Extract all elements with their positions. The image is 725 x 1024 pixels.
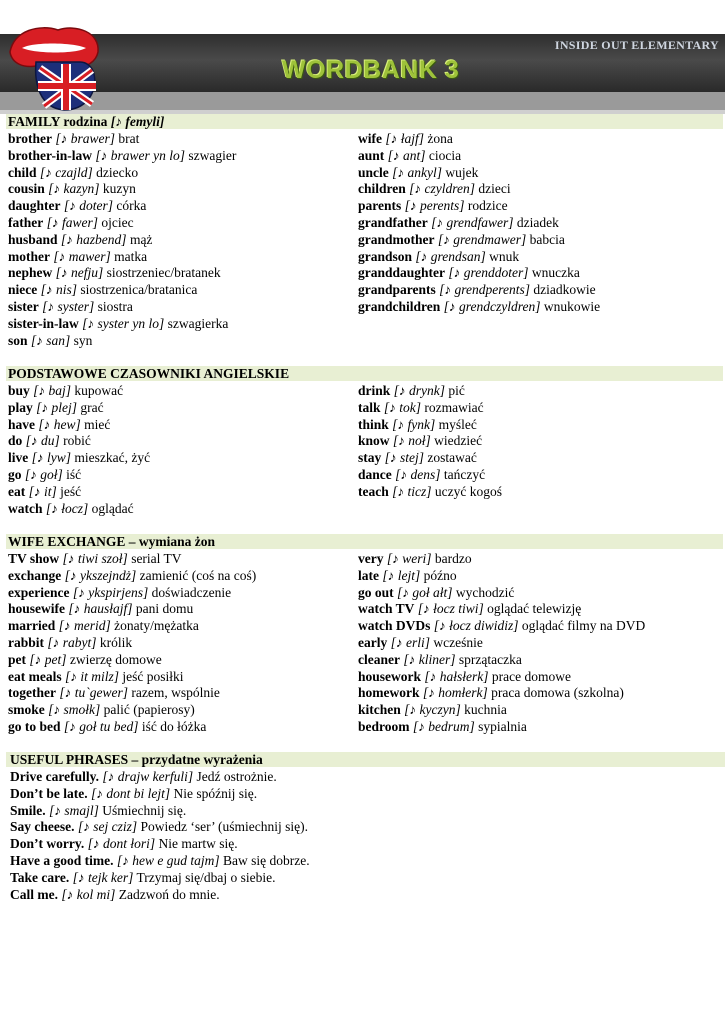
entry-phonetic: [♪ bedrum] [412,718,475,734]
entry-word: together [8,685,56,701]
vocab-entry [358,702,645,719]
vocab-entry [8,450,150,467]
heading-text: WIFE EXCHANGE – wymiana żon [8,534,216,549]
entry-word: bedroom [358,718,410,734]
entry-translation: Jedź ostrożnie. [196,769,277,784]
family-right-column [358,131,600,316]
phrases-column [10,769,310,903]
vocab-entry [8,215,236,232]
entry-phonetic: [♪ kyczyn] [404,702,461,718]
heading-text: USEFUL PHRASES – przydatne wyrażenia [10,752,263,767]
entry-phonetic: [♪ grendczyldren] [443,298,541,314]
entry-phonetic: [♪ hałsłerk] [424,668,489,684]
entry-word: dance [358,466,392,482]
vocab-entry [358,265,600,282]
entry-word: father [8,214,44,230]
vocab-entry [8,299,236,316]
entry-word: children [358,181,406,197]
vocab-entry [8,316,236,333]
entry-translation: jeść posiłki [122,668,184,684]
entry-translation: wnukowie [543,298,601,314]
entry-phonetic: [♪ tu`gewer] [59,685,128,701]
entry-translation: sprzątaczka [458,651,522,667]
entry-translation: królik [99,634,133,650]
entry-phonetic: [♪ ankyl] [392,164,443,180]
entry-phonetic: [♪ dont łori] [87,836,156,852]
entry-word: wife [358,131,382,146]
entry-translation: zamienić (coś na coś) [139,567,257,583]
entry-word: drink [358,383,391,398]
entry-word: exchange [8,567,62,583]
entry-translation: dziadkowie [533,282,596,298]
tongue-flag-logo-icon [6,22,102,114]
entry-phonetic: [♪ drajw kerfuli] [102,769,194,784]
entry-word: Call me. [10,886,58,902]
entry-word: housework [358,668,422,684]
entry-word: Take care. [10,869,70,885]
vocab-entry [358,417,502,434]
entry-phonetic: [♪ syster yn lo] [82,315,165,331]
entry-word: experience [8,584,70,600]
entry-word: pet [8,651,26,667]
entry-phonetic: [♪ lyw] [31,450,72,466]
entry-phonetic: [♪ łocz] [45,500,89,516]
vocab-entry [8,265,236,282]
vocab-entry [10,786,310,803]
entry-word: homework [358,685,420,701]
entry-word: uncle [358,164,389,180]
entry-word: mother [8,248,50,264]
entry-word: grandson [358,248,413,264]
entry-translation: rozmawiać [424,399,484,415]
vocab-entry [8,249,236,266]
entry-word: sister-in-law [8,315,79,331]
vocab-entry [8,635,256,652]
entry-phonetic: [♪ stej] [384,450,425,466]
entry-phonetic: [♪ kazyn] [48,181,100,197]
entry-word: eat [8,483,26,499]
vocab-entry [10,887,310,904]
entry-phonetic: [♪ weri] [386,551,432,566]
entry-phonetic: [♪ sej cziz] [77,819,138,835]
vocab-entry [8,165,236,182]
entry-translation: rodzice [467,198,508,214]
vocab-entry [358,669,645,686]
entry-phonetic: [♪ grenddoter] [448,265,529,281]
vocab-entry [358,467,502,484]
section-heading-wife-exchange [6,534,723,549]
entry-word: husband [8,231,58,247]
vocab-entry [8,148,236,165]
wife-exchange-right-column [358,551,645,736]
vocab-entry [358,652,645,669]
entry-phonetic: [♪ fawer] [46,214,98,230]
vocab-entry [358,551,645,568]
entry-translation: szwagierka [167,315,229,331]
entry-word: Say cheese. [10,819,75,835]
entry-translation: Baw się dobrze. [223,852,310,868]
entry-word: parents [358,198,402,214]
entry-translation: oglądać filmy na DVD [521,618,646,634]
entry-translation: Nie spóźnij się. [173,785,258,801]
entry-word: watch [8,500,43,516]
vocab-entry [8,417,150,434]
wife-exchange-left-column [8,551,256,736]
entry-word: daughter [8,198,61,214]
vocab-entry [8,131,236,148]
entry-phonetic: [♪ nis] [40,282,78,298]
family-left-column [8,131,236,349]
entry-translation: palić (papierosy) [103,702,195,718]
vocab-entry [8,181,236,198]
entry-word: granddaughter [358,265,446,281]
entry-word: talk [358,399,381,415]
entry-phonetic: [♪ kol mi] [61,886,116,902]
vocab-entry [8,433,150,450]
entry-phonetic: [♪ merid] [58,618,111,634]
vocab-entry [8,383,150,400]
entry-word: live [8,450,29,466]
entry-phonetic: [♪ grendsan] [415,248,486,264]
entry-translation: wiedzieć [434,433,483,449]
vocab-entry [358,215,600,232]
entry-translation: dziecko [96,164,139,180]
entry-phonetic: [♪ rabyt] [47,634,97,650]
entry-translation: dzieci [478,181,511,197]
entry-phonetic: [♪ ykszejndż] [64,567,137,583]
entry-phonetic: [♪ it] [28,483,57,499]
entry-translation: córka [116,198,147,214]
entry-word: smoke [8,702,45,718]
entry-translation: jeść [60,483,82,499]
entry-word: Don’t worry. [10,836,85,852]
vocab-entry [10,819,310,836]
header-stripe [0,92,725,110]
entry-translation: serial TV [131,551,182,566]
entry-phonetic: [♪ noł] [392,433,431,449]
entry-phonetic: [♪ drynk] [393,383,446,398]
course-name: INSIDE OUT ELEMENTARY [554,38,719,52]
entry-word: married [8,618,56,634]
entry-translation: brat [118,131,140,146]
entry-word: go to bed [8,718,61,734]
vocab-entry [8,501,150,518]
entry-word: brother [8,131,52,146]
entry-translation: grać [80,399,104,415]
vocab-entry [358,299,600,316]
entry-translation: siostrzeniec/bratanek [106,265,221,281]
entry-phonetic: [♪ mawer] [53,248,111,264]
entry-phonetic: [♪ ykspirjens] [72,584,149,600]
entry-word: Drive carefully. [10,769,99,784]
entry-translation: myśleć [438,416,477,432]
entry-phonetic: [♪ hazbend] [60,231,127,247]
entry-translation: doświadczenie [151,584,232,600]
entry-word: cleaner [358,651,400,667]
entry-word: buy [8,383,30,398]
vocab-entry [8,282,236,299]
entry-translation: wcześnie [433,634,483,650]
entry-translation: mąż [129,231,153,247]
vocab-entry [10,769,310,786]
heading-text: FAMILY rodzina [8,114,108,129]
entry-word: TV show [8,551,60,566]
entry-translation: oglądać [91,500,134,516]
entry-word: have [8,416,35,432]
entry-word: early [358,634,388,650]
entry-phonetic: [♪ brawer yn lo] [95,147,186,163]
entry-phonetic: [♪ hausłajf] [68,601,133,617]
vocab-entry [10,836,310,853]
entry-phonetic: [♪ dont bi lejt] [91,785,171,801]
vocab-entry [10,803,310,820]
vocab-entry [8,669,256,686]
entry-translation: oglądać telewizję [487,601,582,617]
entry-phonetic: [♪ tejk ker] [72,869,134,885]
entry-word: very [358,551,384,566]
entry-translation: Zadzwoń do mnie. [118,886,220,902]
entry-translation: mieszkać, żyć [74,450,151,466]
entry-translation: matka [114,248,148,264]
entry-translation: wnuczka [531,265,580,281]
entry-word: grandparents [358,282,436,298]
entry-word: late [358,567,379,583]
entry-word: Smile. [10,802,46,818]
entry-word: grandchildren [358,298,441,314]
entry-phonetic: [♪ tok] [383,399,422,415]
entry-phonetic: [♪ pet] [29,651,67,667]
entry-phonetic: [♪ smołk] [48,702,101,718]
heading-text: PODSTAWOWE CZASOWNIKI ANGIELSKIE [8,366,290,381]
vocab-entry [358,618,645,635]
vocab-entry [8,232,236,249]
entry-word: aunt [358,147,385,163]
vocab-entry [358,383,502,400]
entry-phonetic: [♪ czyldren] [409,181,476,197]
vocab-entry [358,181,600,198]
vocab-entry [358,400,502,417]
vocab-entry [8,467,150,484]
entry-phonetic: [♪ plej] [36,399,78,415]
vocab-entry [10,870,310,887]
entry-word: know [358,433,390,449]
entry-translation: siostra [97,298,133,314]
entry-phonetic: [♪ san] [30,332,71,348]
vocab-entry [8,484,150,501]
entry-translation: kuchnia [464,702,507,718]
entry-translation: Nie martw się. [158,836,238,852]
entry-phonetic: [♪ grendfawer] [431,214,514,230]
entry-phonetic: [♪ ticz] [392,483,432,499]
entry-word: grandfather [358,214,428,230]
verbs-right-column [358,383,502,501]
entry-word: go [8,466,22,482]
entry-word: eat meals [8,668,62,684]
entry-word: son [8,332,28,348]
vocab-entry [8,585,256,602]
entry-translation: późno [423,567,457,583]
entry-phonetic: [♪ goł] [24,466,63,482]
entry-word: play [8,399,33,415]
vocab-entry [358,685,645,702]
entry-translation: szwagier [188,147,237,163]
entry-phonetic: [♪ du] [25,433,60,449]
entry-word: Don’t be late. [10,785,88,801]
entry-word: brother-in-law [8,147,92,163]
entry-word: do [8,433,23,449]
vocab-entry [358,450,502,467]
entry-translation: wujek [445,164,479,180]
vocab-entry [8,685,256,702]
entry-translation: tańczyć [443,466,486,482]
entry-translation: ciocia [428,147,462,163]
entry-word: watch DVDs [358,618,431,634]
vocab-entry [8,333,236,350]
entry-word: watch TV [358,601,415,617]
entry-translation: iść [66,466,82,482]
entry-phonetic: [♪ homłerk] [422,685,488,701]
entry-phonetic: [♪ doter] [63,198,114,214]
entry-phonetic: [♪ hew e gud tajm] [116,852,220,868]
entry-word: child [8,164,37,180]
entry-translation: sypialnia [478,718,527,734]
entry-translation: robić [63,433,91,449]
entry-word: go out [358,584,394,600]
page-title: WORDBANK 3 [282,56,460,84]
entry-phonetic: [♪ łajf] [385,131,425,146]
entry-phonetic: [♪ grendperents] [439,282,531,298]
entry-translation: pani domu [135,601,194,617]
vocab-entry [8,198,236,215]
vocab-entry [8,719,256,736]
vocab-entry [358,198,600,215]
entry-phonetic: [♪ it milz] [64,668,119,684]
entry-translation: Powiedz ‘ser’ (uśmiechnij się). [140,819,308,835]
entry-phonetic: [♪ grendmawer] [437,231,527,247]
heading-phonetic: [♪ femyli] [110,114,165,129]
entry-translation: żonaty/mężatka [114,618,199,634]
vocab-entry [358,282,600,299]
entry-translation: razem, wspólnie [131,685,220,701]
entry-word: Have a good time. [10,852,114,868]
entry-phonetic: [♪ smajl] [49,802,99,818]
entry-word: nephew [8,265,53,281]
entry-phonetic: [♪ fynk] [392,416,436,432]
entry-word: grandmother [358,231,435,247]
entry-phonetic: [♪ syster] [42,298,95,314]
vocab-entry [358,635,645,652]
entry-translation: mieć [84,416,111,432]
entry-word: stay [358,450,382,466]
entry-phonetic: [♪ ant] [387,147,426,163]
vocab-entry [8,568,256,585]
entry-phonetic: [♪ lejt] [382,567,421,583]
entry-phonetic: [♪ baj] [33,383,72,398]
entry-translation: babcia [529,231,565,247]
vocab-entry [358,585,645,602]
vocab-entry [358,249,600,266]
vocab-entry [358,131,600,148]
vocab-entry [358,165,600,182]
entry-translation: zwierzę domowe [69,651,162,667]
entry-phonetic: [♪ brawer] [55,131,116,146]
vocab-entry [358,484,502,501]
vocab-entry [358,601,645,618]
vocab-entry [8,702,256,719]
entry-phonetic: [♪ czajld] [39,164,93,180]
entry-translation: żona [427,131,453,146]
entry-phonetic: [♪ łocz diwidiz] [433,618,519,634]
entry-phonetic: [♪ dens] [395,466,441,482]
entry-word: cousin [8,181,45,197]
vocab-entry [10,853,310,870]
entry-translation: siostrzenica/bratanica [80,282,198,298]
entry-phonetic: [♪ erli] [390,634,431,650]
entry-translation: wnuk [489,248,520,264]
entry-translation: ojciec [101,214,134,230]
entry-translation: pić [448,383,465,398]
entry-translation: kupować [74,383,124,398]
entry-translation: iść do łóżka [141,718,207,734]
entry-translation: bardzo [434,551,472,566]
entry-word: kitchen [358,702,401,718]
entry-word: think [358,416,389,432]
vocab-entry [358,232,600,249]
entry-translation: syn [73,332,93,348]
entry-phonetic: [♪ nefju] [55,265,104,281]
entry-phonetic: [♪ goł ałt] [397,584,453,600]
vocab-entry [358,568,645,585]
vocab-entry [8,618,256,635]
section-heading-family [6,114,723,129]
vocab-entry [8,652,256,669]
entry-translation: zostawać [427,450,477,466]
entry-word: housewife [8,601,65,617]
entry-translation: kuzyn [102,181,136,197]
section-heading-verbs [6,366,723,381]
entry-phonetic: [♪ tiwi szoł] [62,551,128,566]
entry-phonetic: [♪ łocz tiwi] [417,601,484,617]
vocab-entry [358,148,600,165]
entry-word: niece [8,282,38,298]
entry-translation: prace domowe [491,668,571,684]
entry-word: rabbit [8,634,45,650]
vocab-entry [8,601,256,618]
entry-translation: wychodzić [455,584,515,600]
entry-translation: Trzymaj się/dbaj o siebie. [136,869,276,885]
entry-phonetic: [♪ goł tu bed] [63,718,139,734]
vocab-entry [358,433,502,450]
entry-translation: uczyć kogoś [434,483,502,499]
entry-phonetic: [♪ hew] [38,416,81,432]
section-heading-phrases [6,752,725,767]
entry-translation: praca domowa (szkolna) [491,685,624,701]
entry-word: sister [8,298,39,314]
entry-translation: Uśmiechnij się. [102,802,187,818]
vocab-entry [358,719,645,736]
vocab-entry [8,400,150,417]
entry-phonetic: [♪ perents] [404,198,465,214]
entry-translation: dziadek [516,214,559,230]
verbs-left-column [8,383,150,517]
entry-phonetic: [♪ kliner] [403,651,456,667]
vocab-entry [8,551,256,568]
entry-word: teach [358,483,389,499]
